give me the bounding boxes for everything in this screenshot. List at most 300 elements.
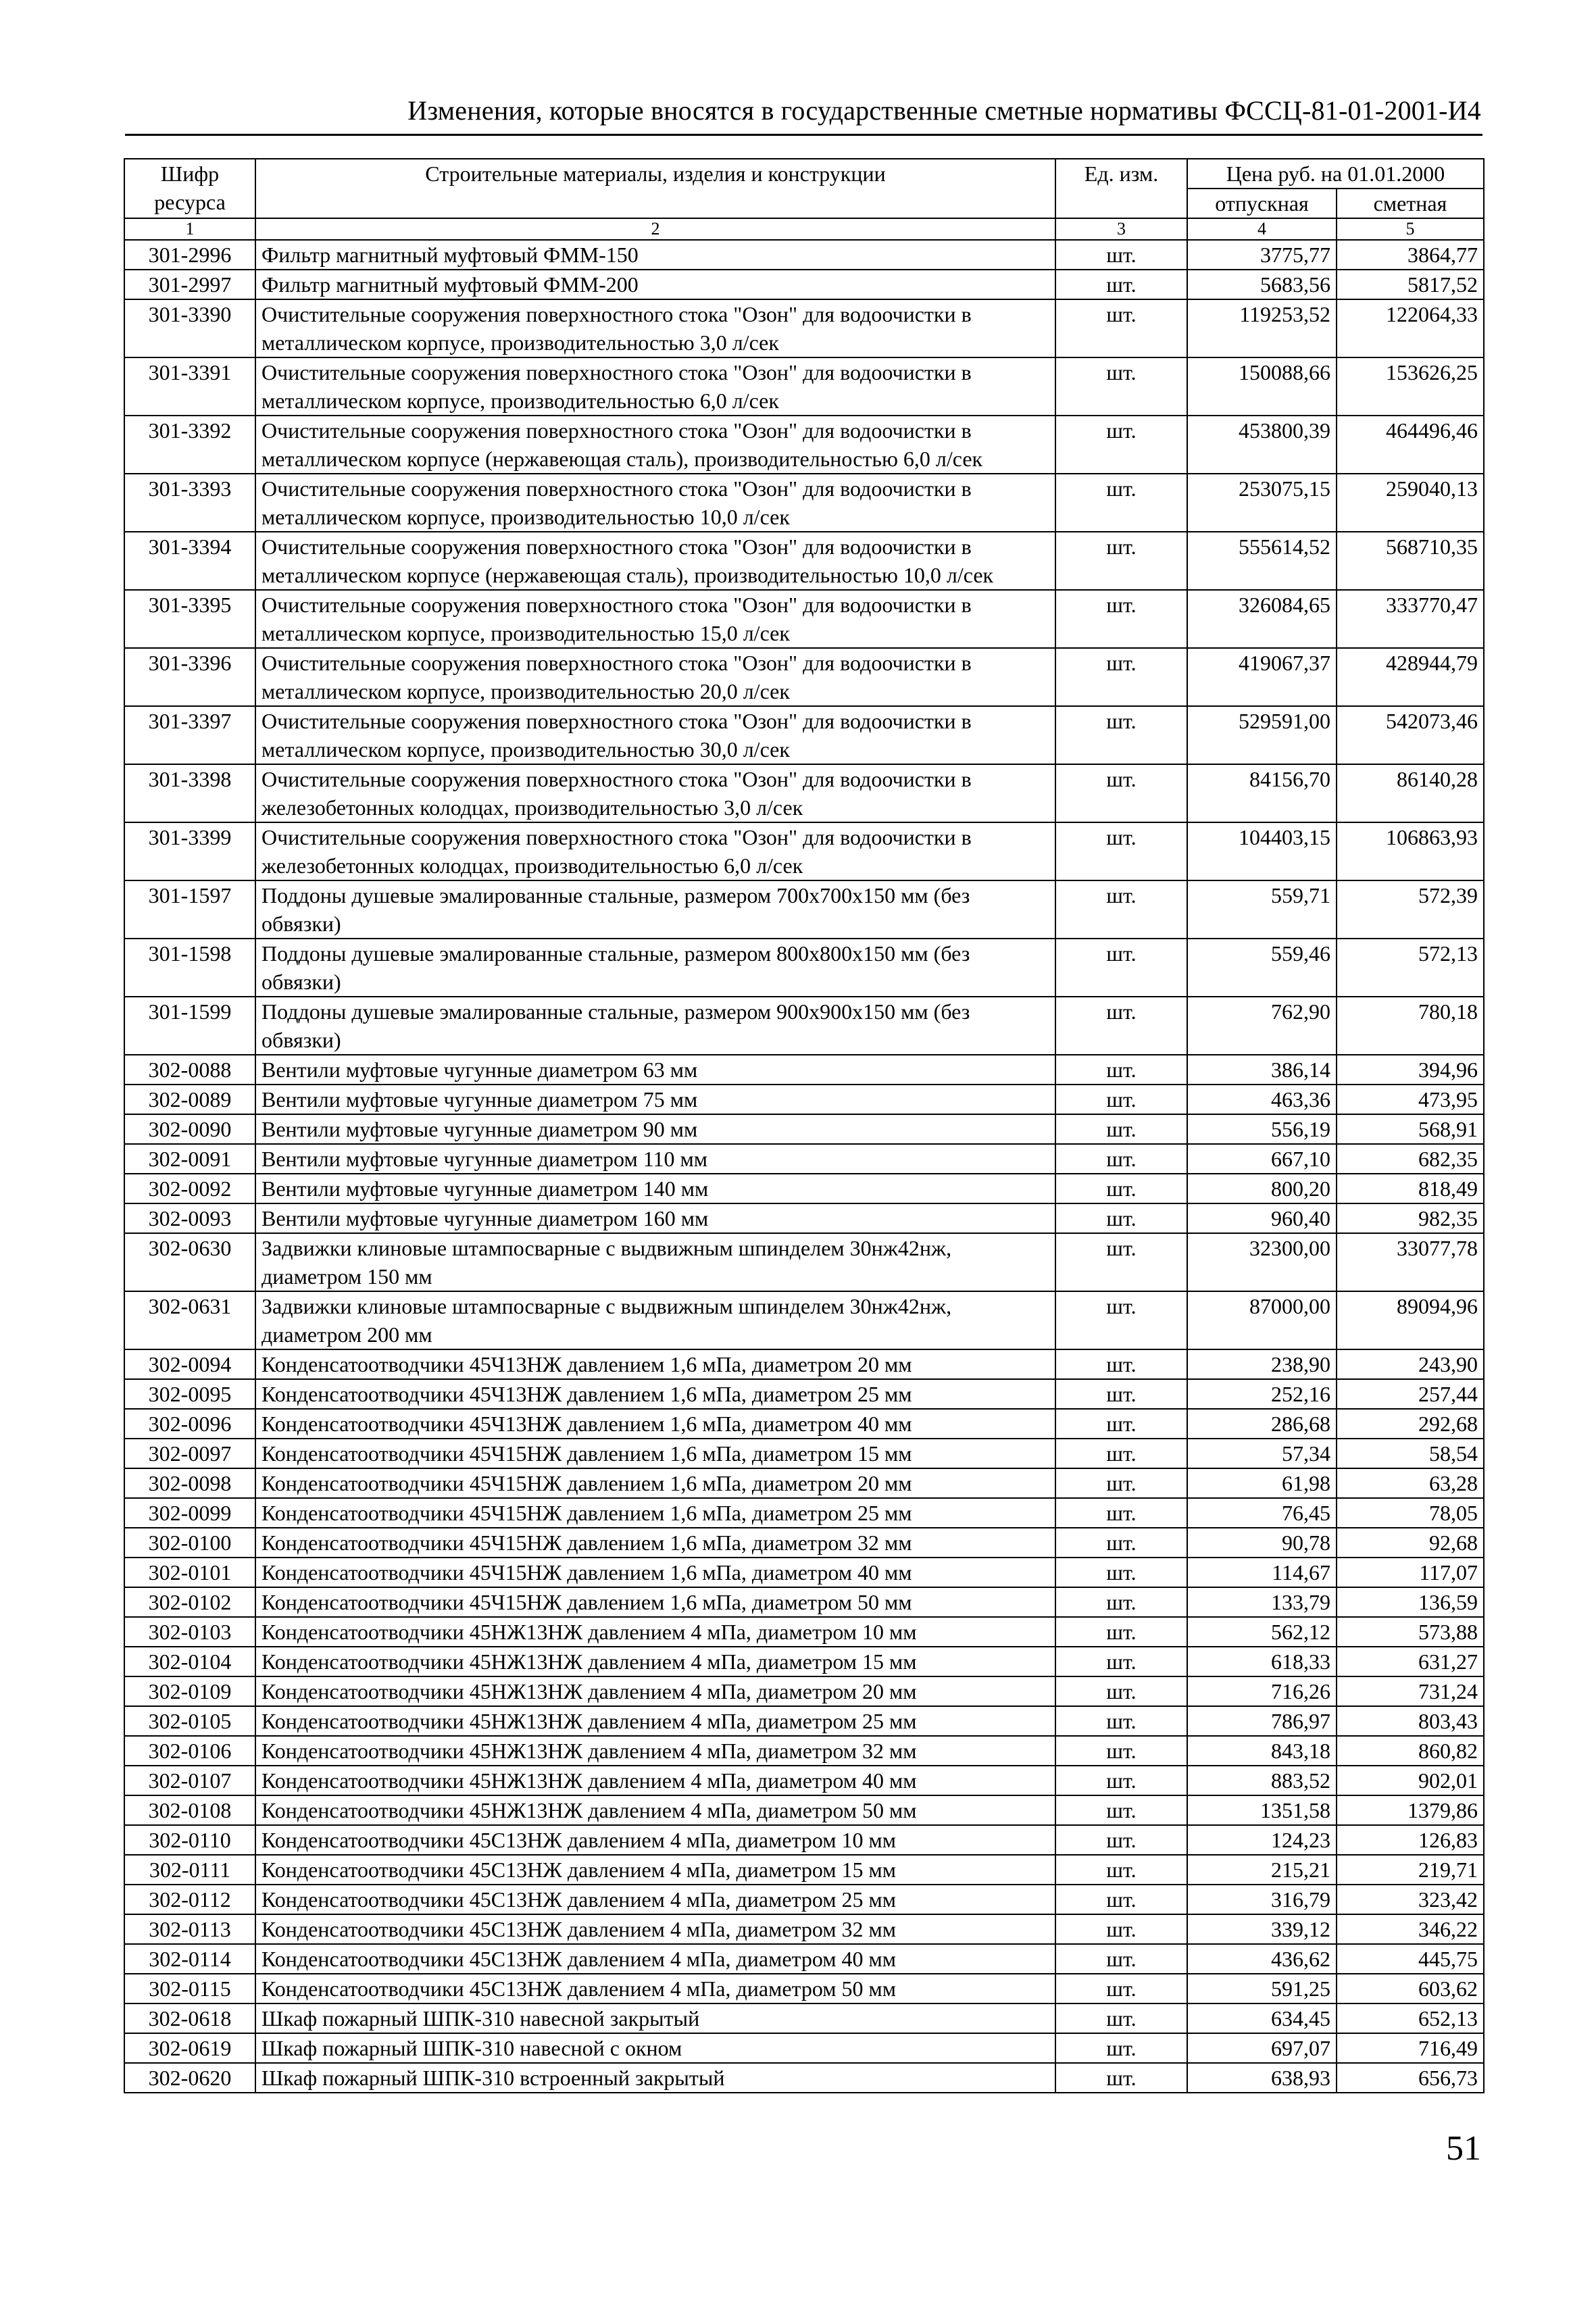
resource-code: 301-3396 <box>124 648 255 706</box>
unit-of-measure: шт. <box>1055 1439 1187 1468</box>
material-name: Конденсатоотводчики 45Ч15НЖ давлением 1,6 мПа, диаметром 15 мм <box>255 1439 1055 1468</box>
table-row <box>124 416 1484 474</box>
release-price: 716,26 <box>1187 1676 1337 1706</box>
unit-of-measure: шт. <box>1055 1085 1187 1114</box>
table-row <box>124 357 1484 416</box>
resource-code: 302-0112 <box>124 1885 255 1914</box>
table-row <box>124 1409 1484 1439</box>
estimate-price: 860,82 <box>1337 1736 1484 1766</box>
table-row <box>124 1676 1484 1706</box>
resource-code: 301-1599 <box>124 997 255 1055</box>
release-price: 843,18 <box>1187 1736 1337 1766</box>
release-price: 883,52 <box>1187 1766 1337 1795</box>
unit-of-measure: шт. <box>1055 1498 1187 1528</box>
resource-code: 301-3397 <box>124 706 255 764</box>
unit-of-measure: шт. <box>1055 1528 1187 1558</box>
unit-of-measure: шт. <box>1055 1617 1187 1647</box>
table-row <box>124 1914 1484 1944</box>
estimate-price: 33077,78 <box>1337 1233 1484 1291</box>
release-price: 3775,77 <box>1187 240 1337 270</box>
unit-of-measure: шт. <box>1055 1766 1187 1795</box>
release-price: 453800,39 <box>1187 416 1337 474</box>
resource-code: 302-0619 <box>124 2033 255 2063</box>
material-name: Вентили муфтовые чугунные диаметром 90 мм <box>255 1114 1055 1144</box>
column-number: 1 <box>124 218 255 240</box>
release-price: 124,23 <box>1187 1825 1337 1855</box>
estimate-price: 682,35 <box>1337 1144 1484 1174</box>
resource-code: 301-2996 <box>124 240 255 270</box>
release-price: 559,46 <box>1187 939 1337 997</box>
estimate-price: 603,62 <box>1337 1974 1484 2003</box>
table-row <box>124 939 1484 997</box>
material-name: Поддоны душевые эмалированные стальные, размером 900х900х150 мм (без обвязки) <box>255 997 1055 1055</box>
table-row <box>124 706 1484 764</box>
unit-of-measure: шт. <box>1055 1795 1187 1825</box>
estimate-price: 346,22 <box>1337 1914 1484 1944</box>
unit-of-measure: шт. <box>1055 2033 1187 2063</box>
release-price: 84156,70 <box>1187 764 1337 822</box>
release-price: 786,97 <box>1187 1706 1337 1736</box>
table-row <box>124 1233 1484 1291</box>
estimate-price: 58,54 <box>1337 1439 1484 1468</box>
release-price: 1351,58 <box>1187 1795 1337 1825</box>
resource-code: 302-0620 <box>124 2063 255 2093</box>
estimate-price: 428944,79 <box>1337 648 1484 706</box>
resource-code: 302-0102 <box>124 1587 255 1617</box>
estimate-price: 818,49 <box>1337 1174 1484 1203</box>
release-price: 762,90 <box>1187 997 1337 1055</box>
page-header-title: Изменения, которые вносятся в государственные сметные нормативы ФССЦ-81-01-2001-И4 <box>407 95 1481 126</box>
resource-code: 302-0099 <box>124 1498 255 1528</box>
unit-of-measure: шт. <box>1055 1944 1187 1974</box>
table-row <box>124 270 1484 299</box>
unit-of-measure: шт. <box>1055 1468 1187 1498</box>
material-name: Конденсатоотводчики 45С13НЖ давлением 4 мПа, диаметром 10 мм <box>255 1825 1055 1855</box>
resource-code: 302-0097 <box>124 1439 255 1468</box>
material-name: Конденсатоотводчики 45НЖ13НЖ давлением 4 мПа, диаметром 20 мм <box>255 1676 1055 1706</box>
table-row <box>124 1617 1484 1647</box>
unit-of-measure: шт. <box>1055 532 1187 590</box>
release-price: 150088,66 <box>1187 357 1337 416</box>
table-row <box>124 997 1484 1055</box>
resource-code: 302-0092 <box>124 1174 255 1203</box>
estimate-price: 780,18 <box>1337 997 1484 1055</box>
estimate-price: 652,13 <box>1337 2003 1484 2033</box>
resource-code: 302-0100 <box>124 1528 255 1558</box>
resource-table <box>124 158 1485 2093</box>
estimate-price: 656,73 <box>1337 2063 1484 2093</box>
estimate-price: 89094,96 <box>1337 1291 1484 1349</box>
unit-of-measure: шт. <box>1055 1647 1187 1676</box>
resource-code: 302-0107 <box>124 1766 255 1795</box>
material-name: Очистительные сооружения поверхностного стока "Озон" для водоочистки в металлическом корпусе, производительностью 20,0 л/сек <box>255 648 1055 706</box>
release-price: 556,19 <box>1187 1114 1337 1144</box>
header-unit: Ед. изм. <box>1055 159 1187 218</box>
estimate-price: 86140,28 <box>1337 764 1484 822</box>
release-price: 326084,65 <box>1187 590 1337 648</box>
release-price: 591,25 <box>1187 1974 1337 2003</box>
header-price: Цена руб. на 01.01.2000 <box>1187 159 1484 189</box>
material-name: Конденсатоотводчики 45С13НЖ давлением 4 мПа, диаметром 32 мм <box>255 1914 1055 1944</box>
table-row <box>124 822 1484 880</box>
estimate-price: 92,68 <box>1337 1528 1484 1558</box>
release-price: 5683,56 <box>1187 270 1337 299</box>
table-row <box>124 1085 1484 1114</box>
release-price: 57,34 <box>1187 1439 1337 1468</box>
material-name: Конденсатоотводчики 45С13НЖ давлением 4 мПа, диаметром 25 мм <box>255 1885 1055 1914</box>
resource-code: 301-3393 <box>124 474 255 532</box>
table-row <box>124 1706 1484 1736</box>
column-number: 4 <box>1187 218 1337 240</box>
table-row <box>124 1203 1484 1233</box>
material-name: Конденсатоотводчики 45Ч15НЖ давлением 1,6 мПа, диаметром 25 мм <box>255 1498 1055 1528</box>
column-number: 3 <box>1055 218 1187 240</box>
material-name: Поддоны душевые эмалированные стальные, размером 800х800х150 мм (без обвязки) <box>255 939 1055 997</box>
release-price: 960,40 <box>1187 1203 1337 1233</box>
material-name: Конденсатоотводчики 45С13НЖ давлением 4 мПа, диаметром 15 мм <box>255 1855 1055 1885</box>
table-row <box>124 1174 1484 1203</box>
material-name: Фильтр магнитный муфтовый ФММ-200 <box>255 270 1055 299</box>
material-name: Очистительные сооружения поверхностного стока "Озон" для водоочистки в металлическом корпусе, производительностью 6,0 л/сек <box>255 357 1055 416</box>
material-name: Шкаф пожарный ШПК-310 навесной с окном <box>255 2033 1055 2063</box>
unit-of-measure: шт. <box>1055 299 1187 357</box>
table-row <box>124 1795 1484 1825</box>
unit-of-measure: шт. <box>1055 1174 1187 1203</box>
table-row <box>124 299 1484 357</box>
material-name: Очистительные сооружения поверхностного стока "Озон" для водоочистки в металлическом корпусе, производительностью 3,0 л/сек <box>255 299 1055 357</box>
release-price: 215,21 <box>1187 1855 1337 1885</box>
estimate-price: 982,35 <box>1337 1203 1484 1233</box>
estimate-price: 122064,33 <box>1337 299 1484 357</box>
resource-code: 302-0101 <box>124 1558 255 1587</box>
release-price: 90,78 <box>1187 1528 1337 1558</box>
material-name: Задвижки клиновые штампосварные с выдвижным шпинделем 30нж42нж, диаметром 150 мм <box>255 1233 1055 1291</box>
resource-code: 302-0115 <box>124 1974 255 2003</box>
table-row <box>124 648 1484 706</box>
unit-of-measure: шт. <box>1055 764 1187 822</box>
header-release-price: отпускная <box>1187 189 1337 218</box>
table-body <box>124 240 1484 2093</box>
table-row <box>124 1498 1484 1528</box>
release-price: 463,36 <box>1187 1085 1337 1114</box>
release-price: 316,79 <box>1187 1885 1337 1914</box>
table-row <box>124 1528 1484 1558</box>
release-price: 114,67 <box>1187 1558 1337 1587</box>
table-row <box>124 2063 1484 2093</box>
table-row <box>124 1855 1484 1885</box>
estimate-price: 126,83 <box>1337 1825 1484 1855</box>
estimate-price: 78,05 <box>1337 1498 1484 1528</box>
material-name: Конденсатоотводчики 45НЖ13НЖ давлением 4 мПа, диаметром 25 мм <box>255 1706 1055 1736</box>
resource-code: 302-0110 <box>124 1825 255 1855</box>
release-price: 638,93 <box>1187 2063 1337 2093</box>
header-estimate-price: сметная <box>1337 189 1484 218</box>
estimate-price: 464496,46 <box>1337 416 1484 474</box>
table-row <box>124 240 1484 270</box>
resource-code: 302-0104 <box>124 1647 255 1676</box>
resource-code: 301-1597 <box>124 880 255 939</box>
material-name: Конденсатоотводчики 45Ч15НЖ давлением 1,6 мПа, диаметром 40 мм <box>255 1558 1055 1587</box>
table-row <box>124 1114 1484 1144</box>
release-price: 555614,52 <box>1187 532 1337 590</box>
material-name: Очистительные сооружения поверхностного стока "Озон" для водоочистки в металлическом корпусе, производительностью 15,0 л/сек <box>255 590 1055 648</box>
estimate-price: 3864,77 <box>1337 240 1484 270</box>
material-name: Конденсатоотводчики 45НЖ13НЖ давлением 4 мПа, диаметром 40 мм <box>255 1766 1055 1795</box>
header-code: Шифр ресурса <box>124 159 255 218</box>
unit-of-measure: шт. <box>1055 270 1187 299</box>
unit-of-measure: шт. <box>1055 1349 1187 1379</box>
table-row <box>124 2003 1484 2033</box>
table-row <box>124 1558 1484 1587</box>
unit-of-measure: шт. <box>1055 939 1187 997</box>
estimate-price: 257,44 <box>1337 1379 1484 1409</box>
resource-code: 301-3398 <box>124 764 255 822</box>
unit-of-measure: шт. <box>1055 648 1187 706</box>
estimate-price: 1379,86 <box>1337 1795 1484 1825</box>
unit-of-measure: шт. <box>1055 416 1187 474</box>
estimate-price: 63,28 <box>1337 1468 1484 1498</box>
estimate-price: 473,95 <box>1337 1085 1484 1114</box>
resource-code: 302-0114 <box>124 1944 255 1974</box>
material-name: Шкаф пожарный ШПК-310 встроенный закрытый <box>255 2063 1055 2093</box>
release-price: 87000,00 <box>1187 1291 1337 1349</box>
unit-of-measure: шт. <box>1055 1379 1187 1409</box>
estimate-price: 323,42 <box>1337 1885 1484 1914</box>
table-row <box>124 1766 1484 1795</box>
table-row <box>124 1944 1484 1974</box>
release-price: 104403,15 <box>1187 822 1337 880</box>
unit-of-measure: шт. <box>1055 1676 1187 1706</box>
table-row <box>124 1974 1484 2003</box>
unit-of-measure: шт. <box>1055 997 1187 1055</box>
unit-of-measure: шт. <box>1055 1144 1187 1174</box>
table-row <box>124 880 1484 939</box>
resource-code: 301-3392 <box>124 416 255 474</box>
resource-code: 302-0630 <box>124 1233 255 1291</box>
table-row <box>124 1825 1484 1855</box>
release-price: 339,12 <box>1187 1914 1337 1944</box>
header-rule <box>125 134 1482 136</box>
estimate-price: 136,59 <box>1337 1587 1484 1617</box>
resource-code: 302-0618 <box>124 2003 255 2033</box>
material-name: Вентили муфтовые чугунные диаметром 160 мм <box>255 1203 1055 1233</box>
estimate-price: 631,27 <box>1337 1647 1484 1676</box>
material-name: Вентили муфтовые чугунные диаметром 75 мм <box>255 1085 1055 1114</box>
material-name: Поддоны душевые эмалированные стальные, размером 700х700х150 мм (без обвязки) <box>255 880 1055 939</box>
table-row <box>124 764 1484 822</box>
material-name: Конденсатоотводчики 45С13НЖ давлением 4 мПа, диаметром 50 мм <box>255 1974 1055 2003</box>
release-price: 253075,15 <box>1187 474 1337 532</box>
table-row <box>124 1468 1484 1498</box>
material-name: Задвижки клиновые штампосварные с выдвижным шпинделем 30нж42нж, диаметром 200 мм <box>255 1291 1055 1349</box>
table-row <box>124 1349 1484 1379</box>
table-row <box>124 1291 1484 1349</box>
column-number: 5 <box>1337 218 1484 240</box>
release-price: 667,10 <box>1187 1144 1337 1174</box>
release-price: 133,79 <box>1187 1587 1337 1617</box>
unit-of-measure: шт. <box>1055 1558 1187 1587</box>
material-name: Конденсатоотводчики 45Ч13НЖ давлением 1,6 мПа, диаметром 25 мм <box>255 1379 1055 1409</box>
estimate-price: 243,90 <box>1337 1349 1484 1379</box>
resource-code: 302-0109 <box>124 1676 255 1706</box>
estimate-price: 573,88 <box>1337 1617 1484 1647</box>
material-name: Конденсатоотводчики 45С13НЖ давлением 4 мПа, диаметром 40 мм <box>255 1944 1055 1974</box>
material-name: Конденсатоотводчики 45НЖ13НЖ давлением 4 мПа, диаметром 50 мм <box>255 1795 1055 1825</box>
table-row <box>124 2033 1484 2063</box>
unit-of-measure: шт. <box>1055 357 1187 416</box>
table-row <box>124 1439 1484 1468</box>
header-name: Строительные материалы, изделия и конструкции <box>255 159 1055 218</box>
release-price: 238,90 <box>1187 1349 1337 1379</box>
resource-code: 302-0089 <box>124 1085 255 1114</box>
resource-code: 302-0111 <box>124 1855 255 1885</box>
material-name: Шкаф пожарный ШПК-310 навесной закрытый <box>255 2003 1055 2033</box>
unit-of-measure: шт. <box>1055 1203 1187 1233</box>
resource-code: 302-0096 <box>124 1409 255 1439</box>
material-name: Конденсатоотводчики 45Ч15НЖ давлением 1,6 мПа, диаметром 32 мм <box>255 1528 1055 1558</box>
estimate-price: 5817,52 <box>1337 270 1484 299</box>
material-name: Очистительные сооружения поверхностного стока "Озон" для водоочистки в металлическом корпусе, производительностью 30,0 л/сек <box>255 706 1055 764</box>
unit-of-measure: шт. <box>1055 1114 1187 1144</box>
unit-of-measure: шт. <box>1055 1855 1187 1885</box>
estimate-price: 572,13 <box>1337 939 1484 997</box>
estimate-price: 731,24 <box>1337 1676 1484 1706</box>
estimate-price: 716,49 <box>1337 2033 1484 2063</box>
column-number: 2 <box>255 218 1055 240</box>
material-name: Вентили муфтовые чугунные диаметром 140 мм <box>255 1174 1055 1203</box>
page-number: 51 <box>1446 2129 1481 2168</box>
resource-code: 301-3394 <box>124 532 255 590</box>
release-price: 697,07 <box>1187 2033 1337 2063</box>
estimate-price: 292,68 <box>1337 1409 1484 1439</box>
resource-code: 302-0090 <box>124 1114 255 1144</box>
resource-code: 301-1598 <box>124 939 255 997</box>
resource-code: 302-0094 <box>124 1349 255 1379</box>
estimate-price: 106863,93 <box>1337 822 1484 880</box>
table-row <box>124 1885 1484 1914</box>
unit-of-measure: шт. <box>1055 2003 1187 2033</box>
unit-of-measure: шт. <box>1055 1825 1187 1855</box>
material-name: Конденсатоотводчики 45НЖ13НЖ давлением 4 мПа, диаметром 10 мм <box>255 1617 1055 1647</box>
table-row <box>124 1144 1484 1174</box>
material-name: Конденсатоотводчики 45НЖ13НЖ давлением 4 мПа, диаметром 32 мм <box>255 1736 1055 1766</box>
material-name: Конденсатоотводчики 45Ч15НЖ давлением 1,6 мПа, диаметром 50 мм <box>255 1587 1055 1617</box>
resource-code: 302-0098 <box>124 1468 255 1498</box>
release-price: 800,20 <box>1187 1174 1337 1203</box>
unit-of-measure: шт. <box>1055 590 1187 648</box>
resource-code: 302-0108 <box>124 1795 255 1825</box>
estimate-price: 568,91 <box>1337 1114 1484 1144</box>
material-name: Вентили муфтовые чугунные диаметром 110 мм <box>255 1144 1055 1174</box>
material-name: Очистительные сооружения поверхностного стока "Озон" для водоочистки в металлическом корпусе, производительностью 10,0 л/сек <box>255 474 1055 532</box>
unit-of-measure: шт. <box>1055 1055 1187 1085</box>
release-price: 76,45 <box>1187 1498 1337 1528</box>
resource-code: 302-0088 <box>124 1055 255 1085</box>
unit-of-measure: шт. <box>1055 1233 1187 1291</box>
material-name: Конденсатоотводчики 45Ч13НЖ давлением 1,6 мПа, диаметром 20 мм <box>255 1349 1055 1379</box>
release-price: 119253,52 <box>1187 299 1337 357</box>
release-price: 386,14 <box>1187 1055 1337 1085</box>
release-price: 419067,37 <box>1187 648 1337 706</box>
unit-of-measure: шт. <box>1055 474 1187 532</box>
unit-of-measure: шт. <box>1055 1291 1187 1349</box>
unit-of-measure: шт. <box>1055 1736 1187 1766</box>
resource-code: 302-0631 <box>124 1291 255 1349</box>
resource-code: 301-3399 <box>124 822 255 880</box>
resource-code: 302-0091 <box>124 1144 255 1174</box>
table-row <box>124 590 1484 648</box>
release-price: 61,98 <box>1187 1468 1337 1498</box>
table-row <box>124 1647 1484 1676</box>
release-price: 559,71 <box>1187 880 1337 939</box>
table-row <box>124 1736 1484 1766</box>
unit-of-measure: шт. <box>1055 706 1187 764</box>
resource-code: 301-3390 <box>124 299 255 357</box>
material-name: Очистительные сооружения поверхностного стока "Озон" для водоочистки в металлическом корпусе (нержавеющая сталь), производительностью 10,0 л/сек <box>255 532 1055 590</box>
release-price: 436,62 <box>1187 1944 1337 1974</box>
release-price: 562,12 <box>1187 1617 1337 1647</box>
material-name: Очистительные сооружения поверхностного стока "Озон" для водоочистки в железобетонных колодцах, производительностью 3,0 л/сек <box>255 764 1055 822</box>
unit-of-measure: шт. <box>1055 1587 1187 1617</box>
release-price: 529591,00 <box>1187 706 1337 764</box>
material-name: Конденсатоотводчики 45Ч15НЖ давлением 1,6 мПа, диаметром 20 мм <box>255 1468 1055 1498</box>
unit-of-measure: шт. <box>1055 1974 1187 2003</box>
release-price: 634,45 <box>1187 2003 1337 2033</box>
resource-code: 301-3391 <box>124 357 255 416</box>
table-row <box>124 1055 1484 1085</box>
estimate-price: 542073,46 <box>1337 706 1484 764</box>
resource-code: 302-0113 <box>124 1914 255 1944</box>
unit-of-measure: шт. <box>1055 1914 1187 1944</box>
resource-code: 301-3395 <box>124 590 255 648</box>
resource-code: 301-2997 <box>124 270 255 299</box>
estimate-price: 445,75 <box>1337 1944 1484 1974</box>
estimate-price: 117,07 <box>1337 1558 1484 1587</box>
resource-code: 302-0105 <box>124 1706 255 1736</box>
resource-code: 302-0093 <box>124 1203 255 1233</box>
table-row <box>124 1587 1484 1617</box>
unit-of-measure: шт. <box>1055 1885 1187 1914</box>
resource-code: 302-0106 <box>124 1736 255 1766</box>
release-price: 32300,00 <box>1187 1233 1337 1291</box>
unit-of-measure: шт. <box>1055 1706 1187 1736</box>
estimate-price: 568710,35 <box>1337 532 1484 590</box>
estimate-price: 333770,47 <box>1337 590 1484 648</box>
release-price: 618,33 <box>1187 1647 1337 1676</box>
estimate-price: 394,96 <box>1337 1055 1484 1085</box>
table-row <box>124 1379 1484 1409</box>
estimate-price: 153626,25 <box>1337 357 1484 416</box>
table-row <box>124 474 1484 532</box>
estimate-price: 803,43 <box>1337 1706 1484 1736</box>
material-name: Фильтр магнитный муфтовый ФММ-150 <box>255 240 1055 270</box>
material-name: Очистительные сооружения поверхностного стока "Озон" для водоочистки в железобетонных колодцах, производительностью 6,0 л/сек <box>255 822 1055 880</box>
material-name: Конденсатоотводчики 45Ч13НЖ давлением 1,6 мПа, диаметром 40 мм <box>255 1409 1055 1439</box>
resource-code: 302-0095 <box>124 1379 255 1409</box>
unit-of-measure: шт. <box>1055 2063 1187 2093</box>
estimate-price: 259040,13 <box>1337 474 1484 532</box>
estimate-price: 219,71 <box>1337 1855 1484 1885</box>
unit-of-measure: шт. <box>1055 240 1187 270</box>
estimate-price: 572,39 <box>1337 880 1484 939</box>
resource-code: 302-0103 <box>124 1617 255 1647</box>
release-price: 252,16 <box>1187 1379 1337 1409</box>
unit-of-measure: шт. <box>1055 822 1187 880</box>
material-name: Очистительные сооружения поверхностного стока "Озон" для водоочистки в металлическом корпусе (нержавеющая сталь), производительностью 6,0 л/сек <box>255 416 1055 474</box>
material-name: Вентили муфтовые чугунные диаметром 63 мм <box>255 1055 1055 1085</box>
material-name: Конденсатоотводчики 45НЖ13НЖ давлением 4 мПа, диаметром 15 мм <box>255 1647 1055 1676</box>
unit-of-measure: шт. <box>1055 1409 1187 1439</box>
